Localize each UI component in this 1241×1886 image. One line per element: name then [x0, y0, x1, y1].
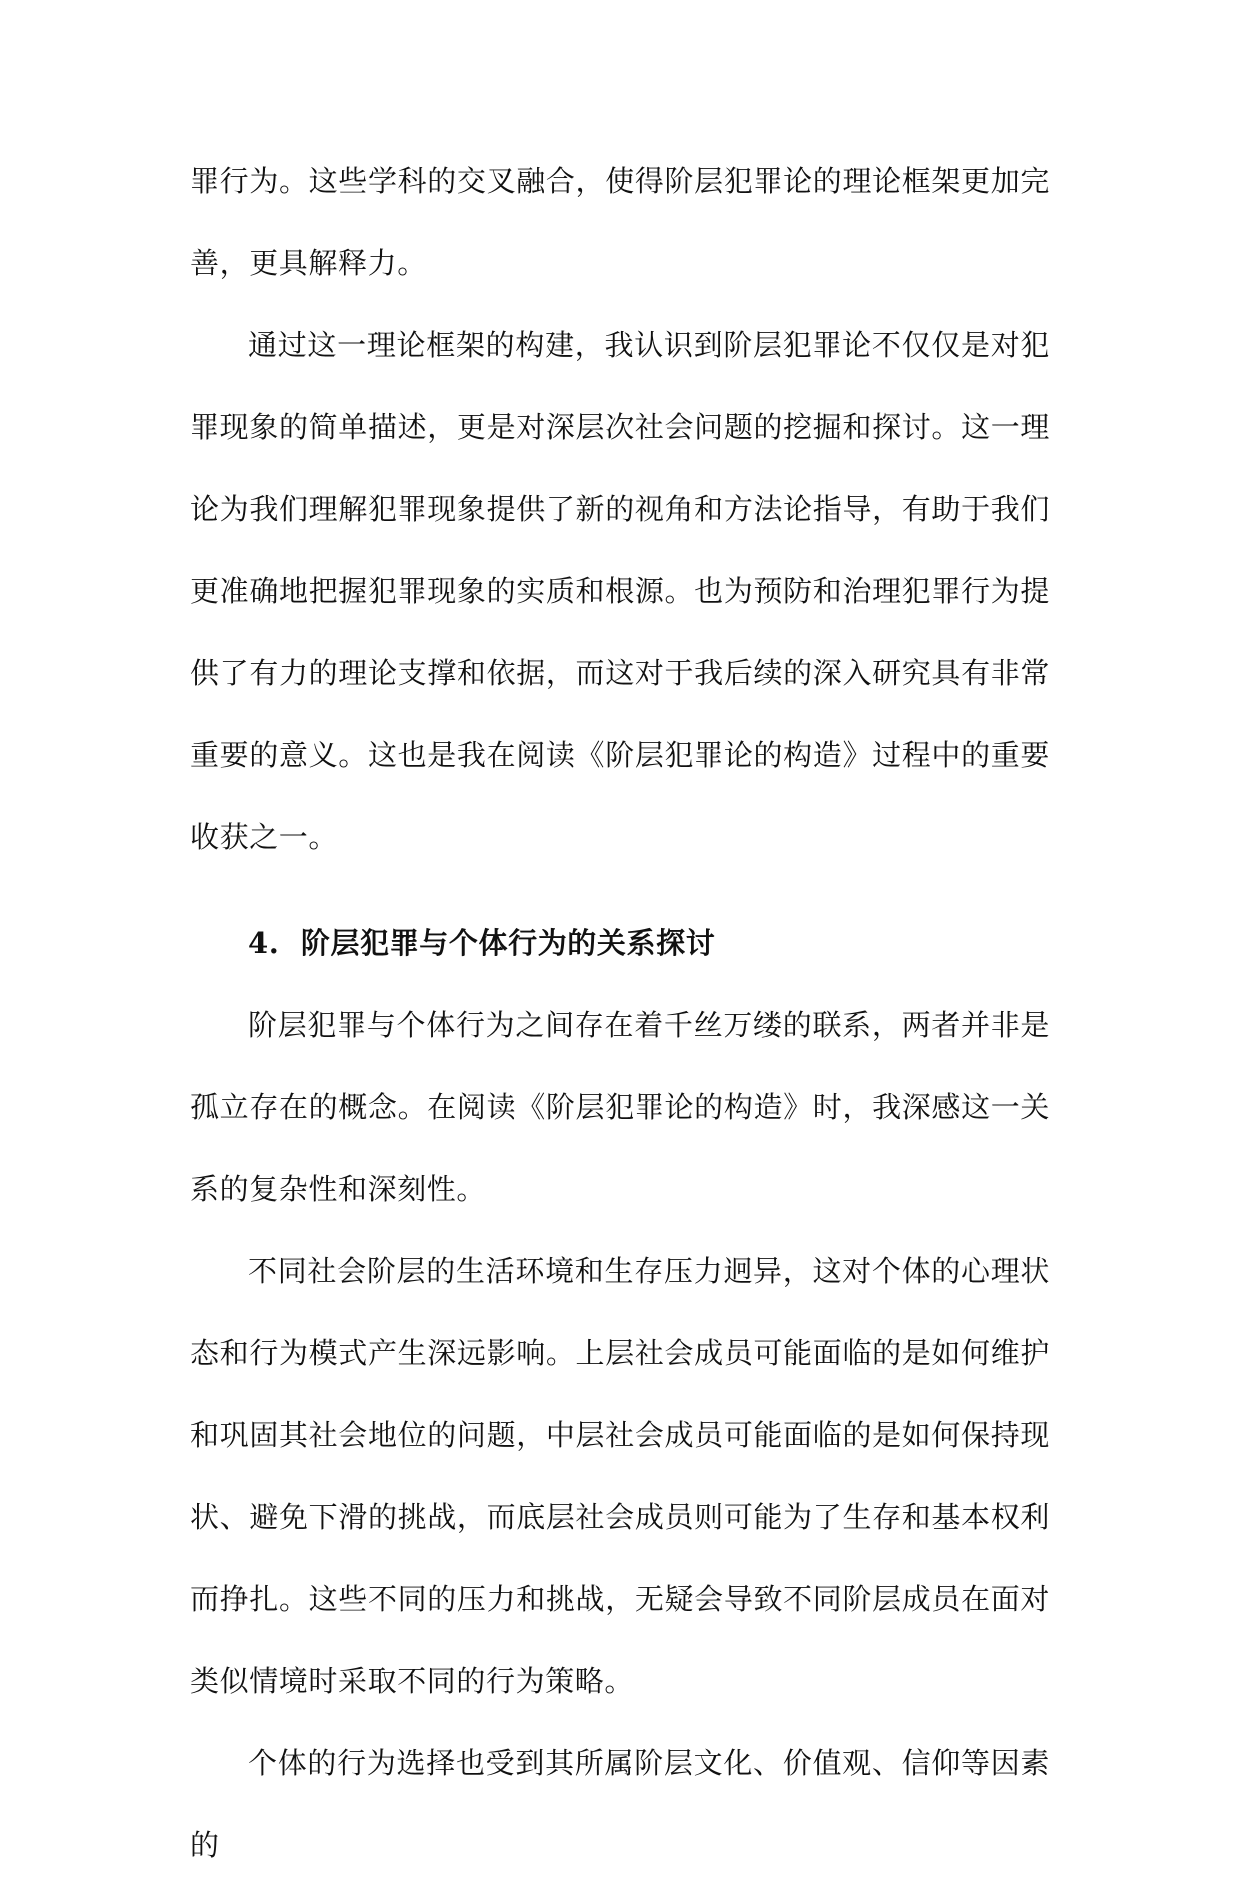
paragraph-framework-conclusion: 通过这一理论框架的构建，我认识到阶层犯罪论不仅仅是对犯罪现象的简单描述，更是对深层次社会问题的挖掘和探讨。这一理论为我们理解犯罪现象提供了新的视角和方法论指导，有助于我们更准确地把握犯罪现象的实质和根源。也为预防和治理犯罪行为提供了有力的理论支撑和依据，而这对于我后续的深入研究具有非常重要的意义。这也是我在阅读《阶层犯罪论的构造》过程中的重要收获之一。 [190, 328, 1050, 854]
section-gap [190, 878, 1050, 902]
paragraph-continuation: 罪行为。这些学科的交叉融合，使得阶层犯罪论的理论框架更加完善，更具解释力。 [190, 164, 1050, 280]
paragraph-relationship-intro: 阶层犯罪与个体行为之间存在着千丝万缕的联系，两者并非是孤立存在的概念。在阅读《阶层犯罪论的构造》时，我深感这一关系的复杂性和深刻性。 [190, 1008, 1050, 1206]
document-body [190, 140, 1050, 1886]
section-heading [190, 902, 1050, 984]
paragraph-individual-choice: 个体的行为选择也受到其所属阶层文化、价值观、信仰等因素的 [190, 1746, 1050, 1862]
section-title: 阶层犯罪与个体行为的关系探讨 [300, 926, 716, 960]
paragraph-class-pressures: 不同社会阶层的生活环境和生存压力迥异，这对个体的心理状态和行为模式产生深远影响。上层社会成员可能面临的是如何维护和巩固其社会地位的问题，中层社会成员可能面临的是如何保持现状、避免下滑的挑战，而底层社会成员则可能为了生存和基本权利而挣扎。这些不同的压力和挑战，无疑会导致不同阶层成员在面对类似情境时采取不同的行为策略。 [190, 1254, 1050, 1698]
section-number: 4. [248, 926, 280, 960]
